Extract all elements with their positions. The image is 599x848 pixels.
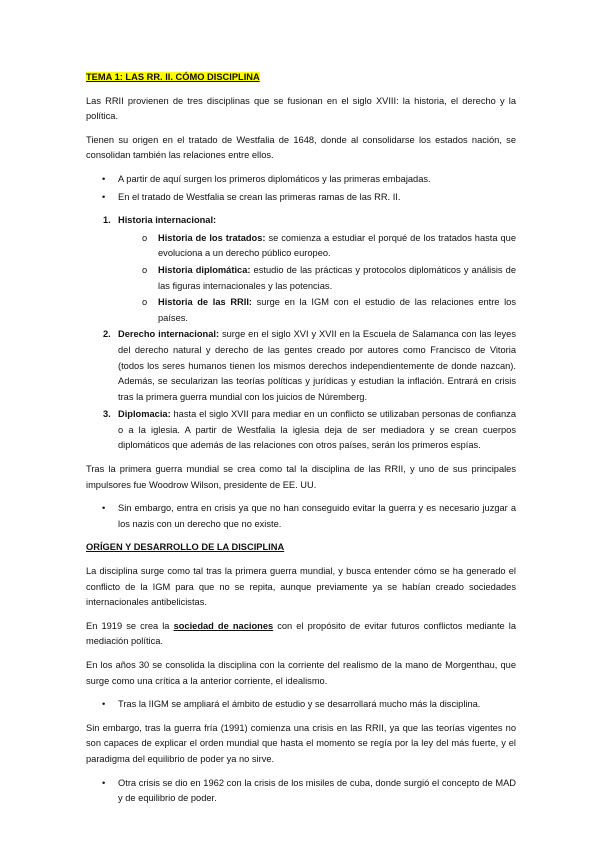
bullet-list — [86, 501, 516, 532]
circle-bullet-icon: o — [142, 264, 148, 275]
list-item: 1. Historia internacional: — [103, 215, 217, 226]
sub-list-item: o Historia de los tratados: se comienza a estudiar el porqué de los tratados hasta que evoluciona a un derecho público europeo. — [142, 232, 517, 259]
circle-bullet-icon: o — [142, 297, 148, 308]
paragraph: Sin embargo, tras la guerra fría (1991) comienza una crisis en las RRII, ya que las teorías vigentes no son capaces de explicar el orden mundial que hasta el momento se regía por la ley del más fuerte, y el paradigma del equilibrio de poder ya no sirve. — [86, 722, 516, 764]
bullet-icon: • — [102, 699, 106, 710]
paragraph: La disciplina surge como tal tras la primera guerra mundial, y busca entender cómo se ha generado el conflicto de la IGM para que no se repita, aunque previamente ya se habían creado sociedades internacionales antibelicistas. — [86, 566, 516, 608]
list-item: 3. Diplomacia: hasta el siglo XVII para mediar en un conflicto se utilizaban personas de confianza o a la iglesia. A partir de Westfalia la iglesia deja de ser mediadora y se crean cuerpos diplomáticos que además de las relaciones con otros países, serán los primeros espías. — [103, 409, 516, 451]
bullet-list — [86, 776, 516, 807]
sub-list-item: o Historia de las RRII: surge en la IGM con el estudio de las relaciones entre los países. — [142, 297, 516, 323]
list-item: • En el tratado de Westfalia se crean las primeras ramas de las RR. II. — [86, 190, 516, 206]
circle-bullet-icon: o — [142, 232, 148, 243]
bullet-list — [86, 697, 516, 713]
list-item: • A partir de aquí surgen los primeros diplomáticos y las primeras embajadas. — [86, 172, 516, 188]
paragraph: Las RRII provienen de tres disciplinas que se fusionan en el siglo XVIII: la historia, el derecho y la política. — [86, 95, 516, 122]
bullet-icon: • — [102, 173, 106, 184]
list-item: • Otra crisis se dio en 1962 con la crisis de los misiles de cuba, donde surgió el concepto de MAD y de equilibrio de poder. — [102, 777, 516, 804]
section-heading: ORÍGEN Y DESARROLLO DE LA DISCIPLINA — [86, 542, 285, 553]
paragraph: En los años 30 se consolida la disciplina con la corriente del realismo de la mano de Morgenthau, que surge como una crítica a la anterior corriente, el idealismo. — [86, 660, 516, 686]
list-item: 2. Derecho internacional: surge en el siglo XVI y XVII en la Escuela de Salamanca con las leyes del derecho natural y derecho de las gentes creado por autores como Francisco de Vitoria (todos los seres humanos tienen los mismos derechos independientemente de donde nazcan). Además, se secularizan las teorías políticas y jurídicas y estudian la inflación. Entrará en crisis tras la primera guerra mundial con los juicios de Núremberg. — [103, 329, 516, 402]
paragraph: En 1919 se crea la sociedad de naciones con el propósito de evitar futuros conflictos mediante la mediación política. — [86, 620, 517, 647]
numbered-list — [86, 213, 516, 454]
paragraph: Tras la primera guerra mundial se crea como tal la disciplina de las RRII, y uno de sus principales impulsores fue Woodrow Wilson, presidente de EE. UU. — [86, 464, 516, 490]
list-item: • Sin embargo, entra en crisis ya que no han conseguido evitar la guerra y es necesario juzgar a los nazis con un derecho que no existe. — [102, 503, 516, 529]
page-title: TEMA 1: LAS RR. II. CÓMO DISCIPLINA — [86, 72, 260, 82]
bullet-list — [86, 172, 516, 205]
paragraph: Tienen su origen en el tratado de Westfalia de 1648, donde al consolidarse los estados nación, se consolidan también las relaciones entre ellos. — [86, 134, 516, 161]
bullet-icon: • — [102, 191, 106, 202]
bullet-icon: • — [102, 777, 106, 788]
document-body — [86, 70, 516, 815]
list-item: • Tras la IIGM se ampliará el ámbito de estudio y se desarrollará mucho más la disciplina. — [86, 697, 516, 713]
bullet-icon: • — [102, 503, 106, 514]
sub-list-item: o Historia diplomática: estudio de las prácticas y protocolos diplomáticos y análisis de las figuras internacionales y las potencias. — [142, 264, 516, 291]
